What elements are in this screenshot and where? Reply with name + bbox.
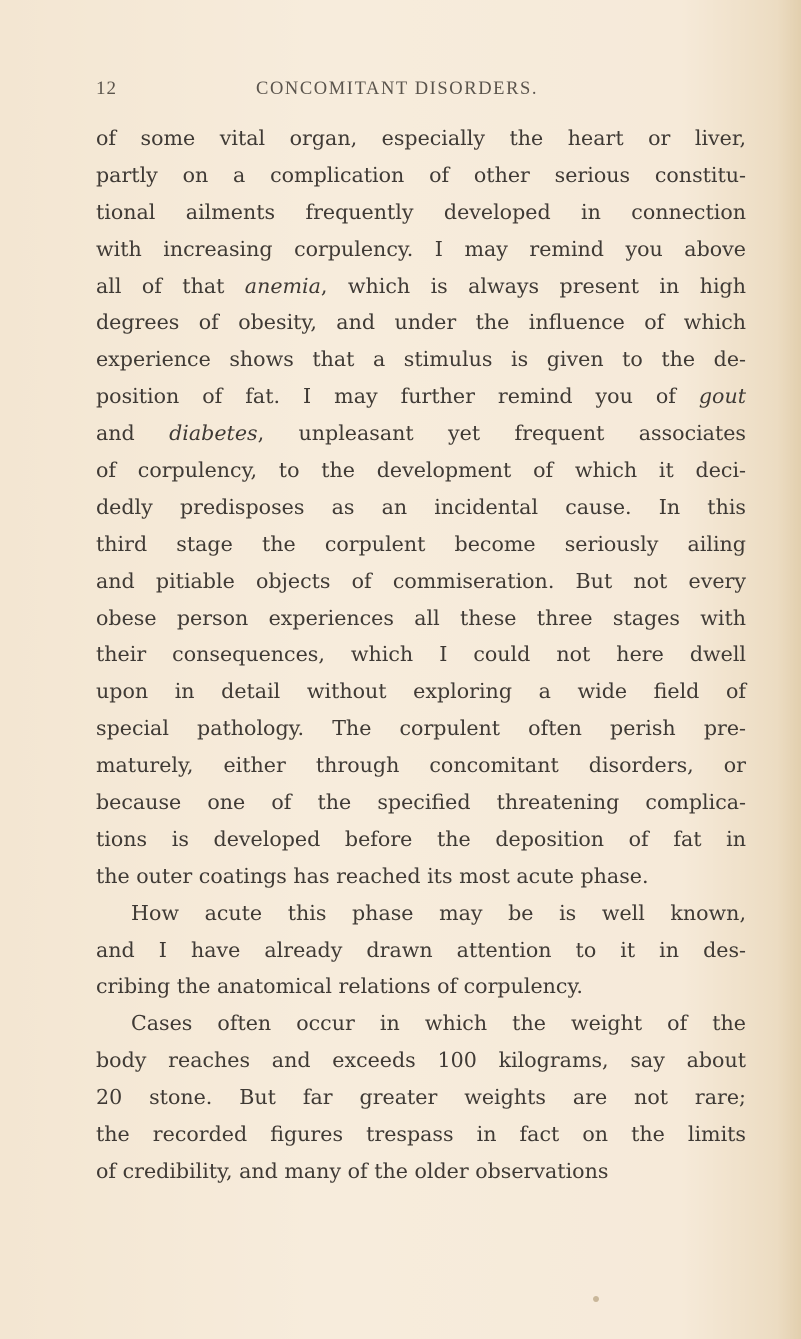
text-line xyxy=(96,895,746,932)
text-run: and pitiable objects of commiseration. But not every xyxy=(96,568,746,593)
body-text xyxy=(96,120,746,1190)
text-line xyxy=(96,526,746,563)
text-run: third stage the corpulent become seriously ailing xyxy=(96,531,746,556)
text-line xyxy=(96,378,746,415)
text-run: their consequences, which I could not here dwell xyxy=(96,642,746,667)
text-line xyxy=(96,489,746,526)
text-line xyxy=(96,673,746,710)
text-run: How acute this phase may be is well known, xyxy=(131,900,746,925)
text-run: body reaches and exceeds 100 kilograms, say about xyxy=(96,1048,746,1073)
text-run: upon in detail without exploring a wide field of xyxy=(96,679,746,704)
text-run: all of that xyxy=(96,273,245,298)
text-line xyxy=(96,120,746,157)
text-run: experience shows that a stimulus is given to the de- xyxy=(96,347,746,372)
text-run: , which is always present in high xyxy=(320,273,746,298)
text-run: position of fat. I may further remind you of xyxy=(96,384,699,409)
page-header xyxy=(0,78,801,104)
text-line xyxy=(96,341,746,378)
text-line xyxy=(96,304,746,341)
text-run: partly on a complication of other serious constitu- xyxy=(96,162,746,187)
text-run: dedly predisposes as an incidental cause. In this xyxy=(96,494,746,519)
text-line xyxy=(96,858,746,895)
text-line xyxy=(96,157,746,194)
text-run: maturely, either through concomitant disorders, or xyxy=(96,753,746,778)
text-line xyxy=(96,1116,746,1153)
italic-term: diabetes xyxy=(169,421,258,446)
text-line xyxy=(96,1153,746,1190)
text-line xyxy=(96,821,746,858)
italic-term: anemia xyxy=(244,273,321,298)
text-run: , unpleasant yet frequent associates xyxy=(257,421,746,446)
italic-term: gout xyxy=(698,384,746,409)
page-number: 12 xyxy=(96,78,117,99)
text-run: degrees of obesity, and under the influence of which xyxy=(96,310,746,335)
page-speck xyxy=(593,1296,599,1302)
text-line xyxy=(96,194,746,231)
running-head: CONCOMITANT DISORDERS. xyxy=(256,79,539,99)
text-run: tions is developed before the deposition of fat in xyxy=(96,826,746,851)
text-run: cribing the anatomical relations of corpulency. xyxy=(96,974,583,999)
text-run: of corpulency, to the development of which it deci- xyxy=(96,458,746,483)
text-run: 20 stone. But far greater weights are not rare; xyxy=(96,1085,746,1110)
text-run: special pathology. The corpulent often perish pre- xyxy=(96,716,746,741)
text-line xyxy=(96,1005,746,1042)
text-line xyxy=(96,636,746,673)
text-line xyxy=(96,268,746,305)
text-line xyxy=(96,784,746,821)
text-run: and xyxy=(96,421,170,446)
text-line xyxy=(96,747,746,784)
text-line xyxy=(96,968,746,1005)
text-line xyxy=(96,932,746,969)
text-line xyxy=(96,1079,746,1116)
text-run: the outer coatings has reached its most acute phase. xyxy=(96,863,649,888)
text-line xyxy=(96,563,746,600)
text-line xyxy=(96,710,746,747)
text-run: the recorded figures trespass in fact on the limits xyxy=(96,1122,746,1147)
text-line xyxy=(96,231,746,268)
text-line xyxy=(96,452,746,489)
text-line xyxy=(96,415,746,452)
text-run: of credibility, and many of the older observations xyxy=(96,1158,609,1183)
text-run: with increasing corpulency. I may remind you above xyxy=(96,236,746,261)
text-run: of some vital organ, especially the heart or liver, xyxy=(96,126,746,150)
text-line xyxy=(96,1042,746,1079)
text-line xyxy=(96,600,746,637)
text-run: tional ailments frequently developed in connection xyxy=(96,199,746,224)
text-run: obese person experiences all these three stages with xyxy=(96,605,746,630)
text-run: because one of the specified threatening complica- xyxy=(96,790,746,815)
text-run: and I have already drawn attention to it in des- xyxy=(96,937,746,962)
text-run: Cases often occur in which the weight of the xyxy=(131,1011,746,1036)
